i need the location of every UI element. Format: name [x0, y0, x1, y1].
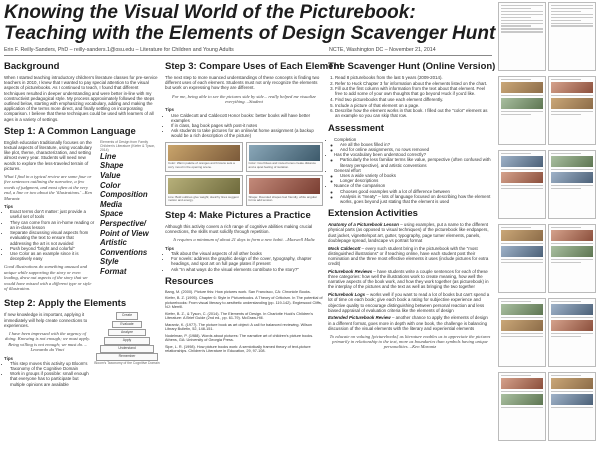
- text-line: [501, 11, 543, 12]
- page-illustration: [551, 82, 593, 93]
- step3-tips-label: Tips: [165, 107, 174, 113]
- list-item: • Ask students to take pictures for an online/at home assignment (a backup would be a rich description of the picture): [171, 128, 323, 138]
- text-line: [551, 391, 593, 392]
- text-line: [501, 17, 531, 18]
- list-item: • Push beyond "bright and colorful": [10, 246, 96, 251]
- handout-page: [498, 224, 546, 293]
- step2-text: If new knowledge is important, applying it immediately will help create connections to experiences.: [4, 312, 88, 328]
- blooms-taxonomy-pyramid: [94, 312, 160, 389]
- step4-tips-label: Tips: [165, 245, 174, 251]
- assessment-list: [328, 137, 492, 205]
- page-illustration: [501, 230, 543, 241]
- text-line: [501, 188, 543, 189]
- pyramid-caption: Bloom's Taxonomy of the Cognitive Domain: [94, 361, 160, 366]
- list-item: • If in class, bag book pages with post-it notes: [171, 123, 323, 128]
- extension-title: Mock Caldecott: [328, 245, 361, 251]
- pyramid-level: Apply: [104, 337, 150, 345]
- step1-text: English education traditionally focuses on the textual aspects of literature, using vocabulary like plot, theme, characterization, and setting almost every year. Students will need new words to explore the less-traveled terrain of pictures.: [4, 139, 92, 171]
- extension-item: Extended Picturebook Review – another chance to apply the elements of design in a different format, goes more in depth with one book, the challenge is balancing discussion of the visual elements with the literary and experiential elements: [328, 315, 488, 331]
- pyramid-level: Remember: [96, 353, 158, 361]
- text-line: [501, 111, 543, 112]
- reference-item: Marantz, K. (1977). The picture book as art object: A call for balanced reviewing. Wilson Library Bulletin, 52, 148-151.: [165, 322, 313, 332]
- list-item: ◦ Analysis is "meaty" – lots of language focused on describing how the element works, goes beyond just stating that the element is used: [340, 194, 492, 204]
- step1-tips-list: [4, 209, 96, 261]
- comparison-examples-row-1: [165, 142, 323, 173]
- resources-heading: Resources: [165, 275, 214, 287]
- page-illustration: [501, 172, 543, 183]
- text-line: [551, 95, 593, 96]
- step4-heading: Step 4: Make Pictures a Practice: [165, 210, 311, 222]
- text-line: [551, 114, 581, 115]
- list-item: ◦ Longer descriptions: [340, 178, 492, 183]
- extension-text: every such student bring in the picturebook with the "most distinguished illustrations" or if teaching online, have each student post their nomination and the three most effective elements it uses (include pictures for extra credit): [328, 245, 489, 267]
- assessment-sublist: [334, 173, 492, 183]
- extension-item: Anatomy of a Picturebook Lesson – using examples, put a name to the different physical parts (as opposed to visual techniques) of the picturebook like endpapers, dust jacket, vignette/spot art, gutter, typography, page turner elements, panels, doublepage spread, landscape vs portrait format: [328, 222, 489, 243]
- text-line: [551, 227, 581, 228]
- text-line: [551, 17, 593, 18]
- list-item: • Ask "In what ways do the visual elements contribute to the story?": [171, 267, 323, 272]
- reference-item: Bang, M. (2000). Picture this: How pictures work. San Francisco, CA: Chronicle Books.: [165, 289, 311, 294]
- list-item: [334, 183, 492, 204]
- list-item: 4. Find two picturebooks that use each element differently.: [335, 97, 492, 102]
- element-term: Perspective/ Point of View: [100, 218, 149, 238]
- text-line: [551, 259, 593, 260]
- text-line: [501, 391, 543, 392]
- text-line: [501, 20, 543, 21]
- reference-item: Kiefer, B. Z. (1995). Chapter 6: Style in Picturebooks. A Theory of Criticism. In The potential of picturebooks: From visual literacy to aesthetic understanding (pp. 119-142). Englewood Cliffs, NJ: Merrill.: [165, 296, 323, 310]
- page-illustration: [501, 246, 543, 257]
- assessment-label: General effort: [334, 167, 361, 173]
- list-item: [334, 137, 492, 153]
- extension-item: Picturebook Reviews – have students write a couple sentences for each of these three categories: how well the illustrations work to create meaning, how well the narrative aspects of the book work, and how they work together (as picturebook) in the interplay of the pictures and the text as well as bringing the two together: [328, 268, 489, 290]
- page-illustration: [501, 378, 543, 389]
- step3-tips-list: [165, 113, 323, 139]
- card-caption: Color: Cool blues and muted tones create distance and a quiet feeling of isolation.: [248, 161, 316, 169]
- element-term: Value: [100, 171, 121, 181]
- text-line: [501, 114, 531, 115]
- pyramid-level: Create: [116, 312, 138, 320]
- elements-of-design-list: [100, 140, 160, 295]
- text-line: [501, 333, 543, 334]
- step4-text: Although this activity covers a rich range of cognitive abilities making crucial connections, the skills must solidify through repetition.: [165, 224, 313, 235]
- element-term: Line: [100, 151, 117, 161]
- text-line: [501, 259, 543, 260]
- handout-page: [548, 76, 596, 145]
- scavenger-steps: [328, 75, 492, 119]
- list-item: 3. Fill out the first column with information from the text about that element. Feel free to add some of your own thoughts that go beyond Huck if you'd like.: [335, 86, 492, 96]
- step2-tips-label: Tips: [4, 355, 13, 361]
- text-line: [501, 301, 531, 302]
- text-line: [501, 185, 543, 186]
- page-illustration: [501, 82, 543, 93]
- step2-body: [4, 312, 160, 389]
- list-item: • This step moves this activity up Bloom's Taxonomy of the Cognitive Domain: [10, 361, 91, 371]
- text-line: [501, 5, 543, 6]
- list-item: • They can come from an in-home reading or an in-class lesson: [10, 220, 96, 230]
- text-line: [551, 153, 581, 154]
- assessment-sublist: [334, 142, 492, 152]
- text-line: [551, 243, 593, 244]
- text-line: [501, 169, 543, 170]
- text-line: [501, 8, 531, 9]
- title-line-1: Knowing the Visual World of the Picturebook:: [4, 2, 416, 23]
- assessment-label: Has the vocabulary been understood correctly?: [334, 152, 427, 158]
- comparison-card: [246, 175, 324, 206]
- step4-quote: It requires a minimum of about 21 days to form a new habit. –Maxwell Maltz: [173, 237, 315, 243]
- pyramid-level: Analyze: [108, 329, 146, 337]
- book-illustration: [249, 178, 321, 194]
- text-line: [501, 243, 543, 244]
- text-line: [501, 14, 543, 15]
- step1-heading: Step 1: A Common Language: [4, 125, 136, 137]
- text-line: [501, 79, 531, 80]
- column-2: [165, 61, 343, 356]
- list-item: • For novels: address the graphic design of the cover, typography, chapter headings, and spot art on full page plates if present: [171, 256, 323, 266]
- text-line: [551, 169, 593, 170]
- text-line: [551, 336, 581, 337]
- text-line: [551, 25, 593, 26]
- text-line: [551, 11, 581, 12]
- page-illustration: [551, 394, 593, 405]
- pyramid-level: Understand: [100, 345, 154, 353]
- handout-page: [498, 76, 546, 145]
- resources-list: [165, 290, 323, 354]
- step1-left: [4, 140, 96, 295]
- text-line: [501, 153, 531, 154]
- text-line: [551, 407, 593, 408]
- handout-page: [548, 224, 596, 293]
- book-illustration: [249, 145, 321, 161]
- background-heading: Background: [4, 61, 60, 72]
- page-illustration: [551, 378, 593, 389]
- text-line: [501, 31, 543, 32]
- text-line: [551, 23, 593, 24]
- page-illustration: [551, 156, 593, 167]
- text-line: [551, 262, 581, 263]
- element-term: Color: [100, 180, 121, 190]
- scavenger-heading: The Scavenger Hunt (Online Version): [328, 61, 496, 72]
- step2-heading: Step 2: Apply the Elements: [4, 298, 127, 310]
- extension-title: Anatomy of a Picturebook Lesson: [328, 222, 399, 228]
- text-line: [501, 375, 531, 376]
- step2-tips-list: [4, 361, 91, 387]
- book-illustration: [168, 178, 240, 194]
- text-line: [501, 317, 543, 318]
- step3-quote: For me, being able to see the pictures side by side... really helped me visualize everything. –Student: [171, 93, 317, 105]
- extension-item: Mock Caldecott – every such student bring in the picturebook with the "most distinguished illustrations" or if teaching online, have each student post their nomination and the three most effective elements it uses (include pictures for extra credit): [328, 245, 489, 267]
- page-illustration: [551, 246, 593, 257]
- list-item: • Use Color as an example since it is deceptively easy: [10, 251, 96, 261]
- handout-page: [498, 150, 546, 219]
- list-item: • Work in groups if possible: small enough that everyone has to participate but multiple opinions are available: [10, 371, 91, 387]
- list-item: ◦ And for online assignments, no rows removed: [340, 147, 492, 152]
- assessment-label: Completion: [334, 136, 357, 142]
- step1-tips-label: Tips: [4, 204, 13, 210]
- comparison-card: [165, 142, 243, 173]
- step2-left: [4, 312, 91, 389]
- text-line: [551, 375, 581, 376]
- header-divider: [4, 55, 492, 56]
- page-illustration: [501, 304, 543, 315]
- step3-heading: Step 3: Compare Uses of Each Element: [165, 61, 343, 72]
- title-line-2: Teaching with the Elements of Design Scavenger Hunt: [4, 23, 496, 44]
- poster-title: [4, 2, 494, 44]
- venue-byline: NCTE, Washington DC – November 21, 2014: [329, 47, 436, 53]
- pyramid-level: Evaluate: [112, 321, 142, 329]
- comparison-examples-row-2: [165, 175, 323, 206]
- extension-text: another chance to apply the elements of design in a different format, goes more in depth with one book, the challenge is balancing discussion of the visual elements with the literary and experiential elements: [328, 315, 488, 331]
- page-illustration: [501, 98, 543, 109]
- text-line: [551, 8, 593, 9]
- text-line: [501, 407, 543, 408]
- card-caption: Shape: Rounded shapes feel friendly, while angular forms add tension.: [248, 194, 317, 203]
- extension-text: works well if you want to read a lot of books but can't spend a lot of time on each book; give each book a rating for subjective experience and objective quality to encourage distinguishing between personal reaction and less biased appraisal of evaluation criteria like the elements of design: [328, 292, 490, 313]
- page-illustration: [501, 156, 543, 167]
- elements-figure-caption: Elements of Design from Family Children's Literature (Kiefer & Tyson, 2014): [100, 139, 156, 152]
- extension-quote: To educate on valuing [picturebooks] as literature enables us to appreciate the pictures primarily in relationship to the text, more as boundaries than symbols having unique personalities. –Ken Marantz: [329, 333, 491, 350]
- list-item: • Exact terms don't matter: just provide a useful set of tools: [10, 209, 96, 219]
- handout-page: [548, 150, 596, 219]
- step1-body: [4, 140, 160, 295]
- handout-page: [548, 372, 596, 441]
- extension-item: Picturebook Logs – works well if you want to read a lot of books but can't spend a lot of time on each book; give each book a rating for subjective experience and objective quality to encourage distinguishing between personal reaction and less biased appraisal of evaluation criteria like the elements of design: [328, 292, 490, 313]
- handout-page: [498, 372, 546, 441]
- text-line: [551, 5, 593, 6]
- element-term: Artistic Conventions: [100, 238, 148, 257]
- text-line: [501, 95, 543, 96]
- extension-title: Picturebook Reviews: [328, 268, 373, 274]
- list-item: 6. Describe how the element works in that book. I filled out the "color" element as an example so you can skip that row.: [335, 108, 492, 118]
- list-item: ◦ Particularly the less familiar terms like value, perspective (often confused with literary perspective), and artistic conventions: [340, 157, 492, 167]
- text-line: [501, 227, 531, 228]
- column-1: [4, 61, 160, 390]
- element-term: Style: [100, 257, 119, 267]
- list-item: ◦ Uses a wide variety of books: [340, 173, 492, 178]
- step3-text: The next step to more nuanced understandings of these concepts is finding two different uses of each element. Students must not only recognize the elements but work on expressing how they are different.: [165, 75, 320, 91]
- extension-text: have students write a couple sentences for each of these three categories: how well the illustrations work to create meaning, how well the narrative aspects of the book work, and how they work together (as picturebook) in the interplay of the pictures and the text as well as bringing the two together: [328, 268, 489, 290]
- list-item: 2. Refer to Huck Chapter 3 for information about the elements listed on the chart.: [335, 81, 492, 86]
- page-illustration: [501, 394, 543, 405]
- text-line: [551, 79, 581, 80]
- text-line: [551, 185, 593, 186]
- element-term: Composition: [100, 190, 148, 200]
- text-line: [501, 25, 531, 26]
- text-line: [551, 317, 593, 318]
- step2-quote: I have been impressed with the urgency of doing. Knowing is not enough; we must apply. Being willing is not enough; we must do. –Leonardo da Vinci: [4, 330, 91, 353]
- text-line: [551, 333, 593, 334]
- list-item: • Separate discussing visual aspects from evaluating the text to ensure that addressing the art is not avoided: [10, 230, 96, 246]
- element-term: Media: [100, 199, 123, 209]
- page-illustration: [551, 304, 593, 315]
- extension-list: [328, 222, 492, 331]
- card-caption: Line: Bold outlines give weight; sketchy lines suggest motion and energy.: [168, 194, 239, 203]
- page-illustration: [551, 172, 593, 183]
- book-illustration: [168, 145, 240, 161]
- extension-title: Picturebook Logs: [328, 292, 366, 298]
- text-line: [551, 188, 581, 189]
- extension-heading: Extension Activities: [328, 208, 418, 220]
- list-item: ◦ Are all the boxes filled in?: [340, 142, 492, 147]
- page-illustration: [551, 98, 593, 109]
- element-term: Space: [100, 209, 123, 219]
- list-item: ◦ Chooses good examples with a lot of difference between: [340, 189, 492, 194]
- assessment-sublist: [334, 189, 492, 205]
- extension-title: Extended Picturebook Review: [328, 315, 391, 321]
- handout-page: [498, 298, 546, 367]
- text-line: [501, 336, 543, 337]
- handout-page: [548, 2, 596, 71]
- extension-text: using examples, put a name to the different physical parts (as opposed to visual techniques) of the picturebook like endpapers, dust jacket, vignette/spot art, gutter, typography, page turner elements, panels, doublepage spread, landscape vs portrait format: [328, 222, 489, 243]
- text-line: [551, 301, 581, 302]
- page-illustration: [551, 230, 593, 241]
- text-line: [501, 28, 543, 29]
- list-item: • Talk about the visual aspects of all other books: [171, 251, 323, 256]
- reference-item: Sipe, L. R. (1998). How picture books work: A semiotically framed theory of text-picture relationships. Children's Literature in Education, 29, 97-108.: [165, 344, 311, 354]
- element-term: Format: [100, 266, 127, 276]
- text-line: [551, 20, 581, 21]
- author-byline: Erin F. Reilly-Sanders, PhD – reilly-sanders.1@osu.edu – Literature for Children and Young Adults: [4, 47, 234, 53]
- handout-page: [498, 2, 546, 71]
- list-item: 1. Read 8 picturebooks from the last 5 years (2009-2014).: [335, 75, 492, 80]
- text-line: [501, 262, 543, 263]
- handout-thumbnails: [497, 2, 597, 448]
- assessment-sublist: [334, 157, 492, 167]
- reference-item: Nodelman, P. (1988). Words about pictures: The narrative art of children's picture books. Athens, GA: University of Georgia Press.: [165, 333, 314, 343]
- assessment-label: Nuance of the comparison: [334, 183, 386, 189]
- background-text: When I started teaching introductory children's literature classes for pre-service teachers in 2010, I knew that I wanted to pay special attention to the visual aspects of picturebooks. As I continued to teach, I found that different techniques resulted in deeper understanding and were better in-line with my constructivist pedagogical style. My process approximately followed the steps outlined below, starting with emphasizing vocabulary, adding and making the application of the terms more direct, and finally settling on incorporating comparison. I believe that these techniques could be used with learners of all ages in a variety of settings.: [4, 75, 158, 122]
- reference-item: Kiefer, B. Z., & Tyson, C. (2014). The Elements of Design. In Charlotte Huck's Children's Literature: A Brief Guide (2nd ed., pp. 61-79). McGraw-Hill.: [165, 311, 313, 321]
- element-term: Shape: [100, 161, 124, 171]
- list-item: • Use Caldecott and Caldecott Honor books: better books will have better examples: [171, 113, 323, 123]
- list-item: [334, 152, 492, 168]
- text-line: [551, 14, 593, 15]
- text-line: [501, 23, 543, 24]
- page-illustration: [551, 320, 593, 331]
- comparison-card: [246, 142, 324, 173]
- list-item: [334, 168, 492, 184]
- column-3: [328, 61, 496, 353]
- text-line: [551, 111, 593, 112]
- step4-tips-list: [165, 251, 323, 272]
- comparison-card: [165, 175, 243, 206]
- assessment-heading: Assessment: [328, 122, 384, 134]
- handout-page: [548, 298, 596, 367]
- page-illustration: [501, 320, 543, 331]
- list-item: 5. Include a picture of that element on a page.: [335, 103, 492, 108]
- card-caption: Color: Warm palette of oranges and browns sets a cozy mood in the opening scene.: [168, 161, 235, 169]
- step1-quote-2: Good illustrations do something unusual and unique while supporting the story or even leading, draw out aspects of the story that we would have missed with a different type or style of illustration.: [4, 264, 92, 291]
- step1-quote: What I find in a typical review are some four or five sentences outlining the narrative, a few words of judgment, and most often at the very end, a line or two about the 'illustrations.' –Ken Marantz: [4, 174, 92, 201]
